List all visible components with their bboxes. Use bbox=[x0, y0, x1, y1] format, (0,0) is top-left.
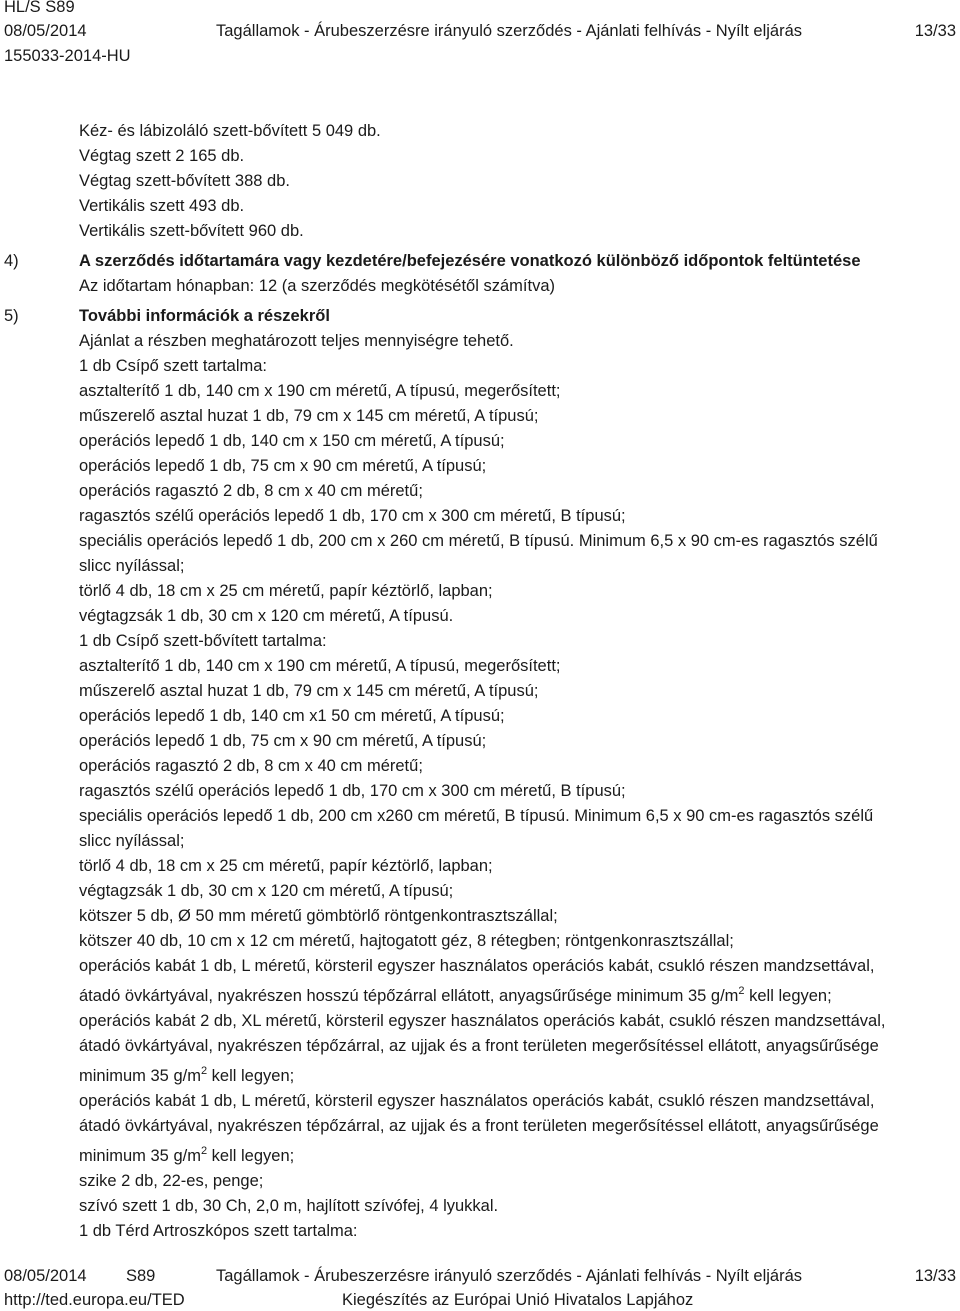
text: kell legyen; bbox=[744, 987, 832, 1005]
section-5-line: ragasztós szélű operációs lepedő 1 db, 170 cm x 300 cm méretű, B típusú; bbox=[79, 782, 626, 800]
section-5-number: 5) bbox=[4, 307, 19, 325]
footer-page-number: 13/33 bbox=[914, 1267, 956, 1285]
section-5-line: 1 db Csípő szett tartalma: bbox=[79, 357, 268, 375]
section-5-line: 1 db Csípő szett-bővített tartalma: bbox=[79, 632, 327, 650]
section-5-line: kötszer 40 db, 10 cm x 12 cm méretű, hajtogatott géz, 8 rétegben; röntgenkonrasztszállal; bbox=[79, 932, 734, 950]
section-5-line: átadó övkártyával, nyakrészen tépőzárral, az ujjak és a front területen megerősítéssel ellátott, anyagsűrűsége bbox=[79, 1037, 879, 1055]
footer-date: 08/05/2014 bbox=[4, 1267, 87, 1285]
section-5-line: kötszer 5 db, Ø 50 mm méretű gömbtörlő röntgenkontrasztszállal; bbox=[79, 907, 558, 925]
section-5-line: operációs kabát 1 db, L méretű, körsteril egyszer használatos operációs kabát, csukló részen mandzsettával, bbox=[79, 957, 875, 975]
text: minimum 35 g/m bbox=[79, 1067, 201, 1085]
body-line: Végtag szett-bővített 388 db. bbox=[79, 172, 290, 190]
section-5-line: asztalterítő 1 db, 140 cm x 190 cm méretű, A típusú, megerősített; bbox=[79, 382, 561, 400]
section-5-line: asztalterítő 1 db, 140 cm x 190 cm méretű, A típusú, megerősített; bbox=[79, 657, 561, 675]
section-4-text: Az időtartam hónapban: 12 (a szerződés megkötésétől számítva) bbox=[79, 277, 555, 295]
superscript: 2 bbox=[200, 1065, 208, 1077]
header-series: HL/S S89 bbox=[4, 0, 75, 16]
section-5-line: operációs lepedő 1 db, 140 cm x 150 cm méretű, A típusú; bbox=[79, 432, 505, 450]
body-line: Kéz- és lábizoláló szett-bővített 5 049 db. bbox=[79, 122, 381, 140]
section-5-line-with-superscript bbox=[79, 1066, 294, 1086]
section-5-line: operációs kabát 2 db, XL méretű, körsteril egyszer használatos operációs kabát, csukló részen mandzsettával, bbox=[79, 1012, 886, 1030]
footer-publisher: Kiegészítés az Európai Unió Hivatalos Lapjához bbox=[342, 1291, 694, 1309]
section-5-line: 1 db Térd Artroszkópos szett tartalma: bbox=[79, 1222, 358, 1240]
text: minimum 35 g/m bbox=[79, 1147, 201, 1165]
superscript: 2 bbox=[200, 1145, 208, 1157]
body-line: Vertikális szett-bővített 960 db. bbox=[79, 222, 304, 240]
section-5-line: operációs lepedő 1 db, 140 cm x1 50 cm méretű, A típusú; bbox=[79, 707, 505, 725]
body-line: Végtag szett 2 165 db. bbox=[79, 147, 245, 165]
section-5-line: speciális operációs lepedő 1 db, 200 cm x 260 cm méretű, B típusú. Minimum 6,5 x 90 cm-es ragasztós szélű bbox=[79, 532, 878, 550]
text: átadó övkártyával, nyakrészen hosszú tépőzárral ellátott, anyagsűrűsége minimum 35 g/m bbox=[79, 987, 739, 1005]
section-5-line: operációs ragasztó 2 db, 8 cm x 40 cm méretű; bbox=[79, 757, 423, 775]
section-5-line: műszerelő asztal huzat 1 db, 79 cm x 145 cm méretű, A típusú; bbox=[79, 407, 539, 425]
section-5-line: műszerelő asztal huzat 1 db, 79 cm x 145 cm méretű, A típusú; bbox=[79, 682, 539, 700]
section-5-line: operációs lepedő 1 db, 75 cm x 90 cm méretű, A típusú; bbox=[79, 732, 487, 750]
section-5-line: végtagzsák 1 db, 30 cm x 120 cm méretű, A típusú; bbox=[79, 882, 454, 900]
section-5-title: További információk a részekről bbox=[79, 307, 330, 325]
header-page-number: 13/33 bbox=[914, 22, 956, 40]
section-5-line: Ajánlat a részben meghatározott teljes mennyiségre tehető. bbox=[79, 332, 514, 350]
section-5-line: átadó övkártyával, nyakrészen tépőzárral, az ujjak és a front területen megerősítéssel ellátott, anyagsűrűsége bbox=[79, 1117, 879, 1135]
section-5-line-with-superscript bbox=[79, 986, 832, 1006]
section-5-line: speciális operációs lepedő 1 db, 200 cm x260 cm méretű, B típusú. Minimum 6,5 x 90 cm-es ragasztós szélű bbox=[79, 807, 874, 825]
footer-doc-title: Tagállamok - Árubeszerzésre irányuló szerződés - Ajánlati felhívás - Nyílt eljárás bbox=[216, 1267, 802, 1285]
section-5-line: slicc nyílással; bbox=[79, 832, 185, 850]
footer-series: S89 bbox=[126, 1267, 156, 1285]
superscript: 2 bbox=[738, 985, 745, 997]
section-5-line: törlő 4 db, 18 cm x 25 cm méretű, papír kéztörlő, lapban; bbox=[79, 582, 493, 600]
section-4-number: 4) bbox=[4, 252, 19, 270]
body-line: Vertikális szett 493 db. bbox=[79, 197, 245, 215]
section-5-line: végtagzsák 1 db, 30 cm x 120 cm méretű, A típusú. bbox=[79, 607, 454, 625]
text: kell legyen; bbox=[207, 1067, 295, 1085]
section-5-line: szike 2 db, 22-es, penge; bbox=[79, 1172, 264, 1190]
section-5-line: operációs lepedő 1 db, 75 cm x 90 cm méretű, A típusú; bbox=[79, 457, 487, 475]
header-doc-title: Tagállamok - Árubeszerzésre irányuló szerződés - Ajánlati felhívás - Nyílt eljárás bbox=[216, 22, 802, 40]
section-5-line-with-superscript bbox=[79, 1146, 294, 1166]
section-5-line: operációs ragasztó 2 db, 8 cm x 40 cm méretű; bbox=[79, 482, 423, 500]
section-5-line: törlő 4 db, 18 cm x 25 cm méretű, papír kéztörlő, lapban; bbox=[79, 857, 493, 875]
section-4-title: A szerződés időtartamára vagy kezdetére/befejezésére vonatkozó különböző időpontok feltüntetése bbox=[79, 252, 861, 270]
footer-url: http://ted.europa.eu/TED bbox=[4, 1291, 185, 1309]
header-doc-id: 155033-2014-HU bbox=[4, 47, 131, 65]
section-5-line: operációs kabát 1 db, L méretű, körsteril egyszer használatos operációs kabát, csukló részen mandzsettával, bbox=[79, 1092, 875, 1110]
section-5-line: slicc nyílással; bbox=[79, 557, 185, 575]
text: kell legyen; bbox=[207, 1147, 295, 1165]
section-5-line: szívó szett 1 db, 30 Ch, 2,0 m, hajlított szívófej, 4 lyukkal. bbox=[79, 1197, 499, 1215]
section-5-line: ragasztós szélű operációs lepedő 1 db, 170 cm x 300 cm méretű, B típusú; bbox=[79, 507, 626, 525]
header-date: 08/05/2014 bbox=[4, 22, 87, 40]
